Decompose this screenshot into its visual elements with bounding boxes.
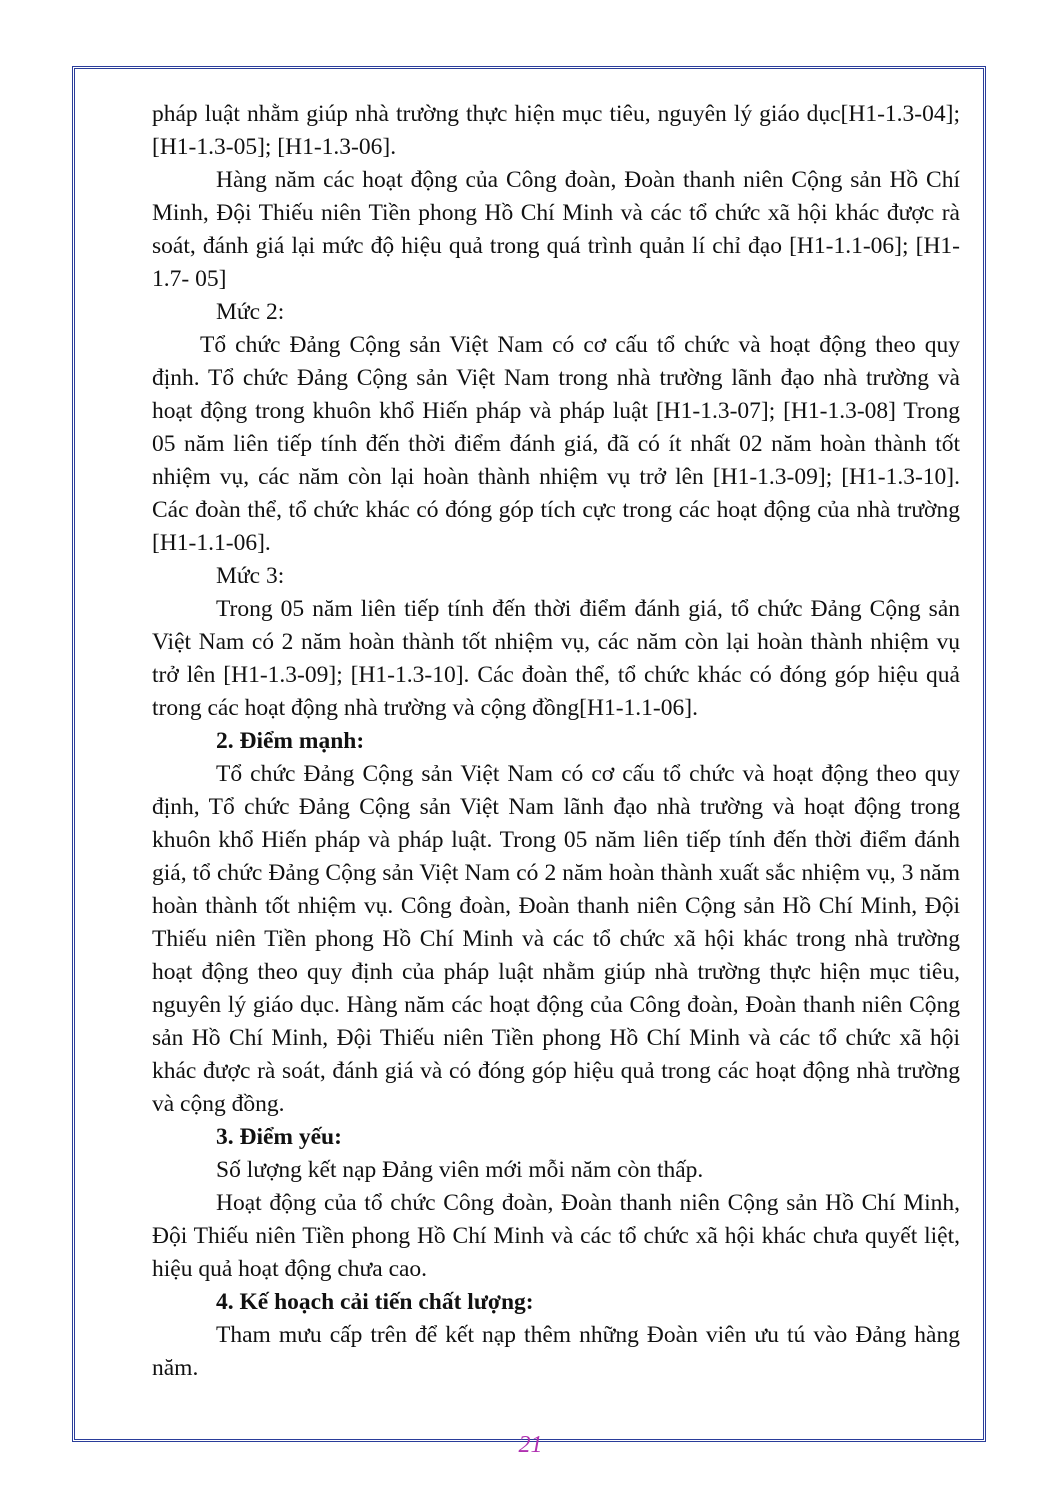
strengths-heading: 2. Điểm mạnh: bbox=[216, 728, 365, 754]
weakness-item: Hoạt động của tổ chức Công đoàn, Đoàn thanh niên Cộng sản Hồ Chí Minh, Đội Thiếu niên Tiền phong Hồ Chí Minh và các tổ chức xã hội khác chưa quyết liệt, hiệu quả hoạt động chưa cao. bbox=[152, 1190, 960, 1282]
paragraph-annual-review: Hàng năm các hoạt động của Công đoàn, Đoàn thanh niên Cộng sản Hồ Chí Minh, Đội Thiếu niên Tiền phong Hồ Chí Minh và các tổ chức xã hội khác được rà soát, đánh giá lại mức độ hiệu quả trong quá trình quản lí chỉ đạo [H1-1.1-06]; [H1-1.7- 05] bbox=[152, 167, 960, 292]
paragraph-continuation: pháp luật nhằm giúp nhà trường thực hiện mục tiêu, nguyên lý giáo dục[H1-1.3-04]; [H1-1.3-05]; [H1-1.3-06]. bbox=[152, 101, 960, 160]
weakness-item: Số lượng kết nạp Đảng viên mới mỗi năm còn thấp. bbox=[216, 1157, 704, 1183]
level-2-label: Mức 2: bbox=[216, 299, 285, 325]
level-3-label: Mức 3: bbox=[216, 563, 285, 589]
level-3-text: Trong 05 năm liên tiếp tính đến thời điểm đánh giá, tổ chức Đảng Cộng sản Việt Nam có 2 năm hoàn thành tốt nhiệm vụ, các năm còn lại hoàn thành nhiệm vụ trở lên [H1-1.3-09]; [H1-1.3-10]. Các đoàn thể, tổ chức khác có đóng góp hiệu quả trong các hoạt động nhà trường và cộng đồng[H1-1.1-06]. bbox=[152, 596, 960, 721]
weaknesses-heading: 3. Điểm yếu: bbox=[216, 1124, 342, 1150]
level-2-text: Tổ chức Đảng Cộng sản Việt Nam có cơ cấu tổ chức và hoạt động theo quy định. Tổ chức Đảng Cộng sản Việt Nam trong nhà trường lãnh đạo nhà trường và hoạt động trong khuôn khổ Hiến pháp và pháp luật [H1-1.3-07]; [H1-1.3-08] Trong 05 năm liên tiếp tính đến thời điểm đánh giá, đã có ít nhất 02 năm hoàn thành tốt nhiệm vụ, các năm còn lại hoàn thành nhiệm vụ trở lên [H1-1.3-09]; [H1-1.3-10]. Các đoàn thể, tổ chức khác có đóng góp tích cực trong các hoạt động của nhà trường [H1-1.1-06]. bbox=[152, 332, 960, 556]
strengths-text: Tổ chức Đảng Cộng sản Việt Nam có cơ cấu tổ chức và hoạt động theo quy định, Tổ chức Đảng Cộng sản Việt Nam lãnh đạo nhà trường và hoạt động trong khuôn khổ Hiến pháp và pháp luật. Trong 05 năm liên tiếp tính đến thời điểm đánh giá, tổ chức Đảng Cộng sản Việt Nam có 2 năm hoàn thành xuất sắc nhiệm vụ, 3 năm hoàn thành tốt nhiệm vụ. Công đoàn, Đoàn thanh niên Cộng sản Hồ Chí Minh, Đội Thiếu niên Tiền phong Hồ Chí Minh và các tổ chức xã hội khác trong nhà trường hoạt động theo quy định của pháp luật nhằm giúp nhà trường thực hiện mục tiêu, nguyên lý giáo dục. Hàng năm các hoạt động của Công đoàn, Đoàn thanh niên Cộng sản Hồ Chí Minh, Đội Thiếu niên Tiền phong Hồ Chí Minh và các tổ chức xã hội khác được rà soát, đánh giá và có đóng góp hiệu quả trong các hoạt động nhà trường và cộng đồng. bbox=[152, 761, 960, 1117]
improvement-plan-heading: 4. Kế hoạch cải tiến chất lượng: bbox=[216, 1289, 534, 1315]
page-number: 21 bbox=[518, 1432, 543, 1458]
improvement-plan-text: Tham mưu cấp trên để kết nạp thêm những Đoàn viên ưu tú vào Đảng hàng năm. bbox=[152, 1322, 960, 1381]
document-body bbox=[152, 98, 960, 1385]
